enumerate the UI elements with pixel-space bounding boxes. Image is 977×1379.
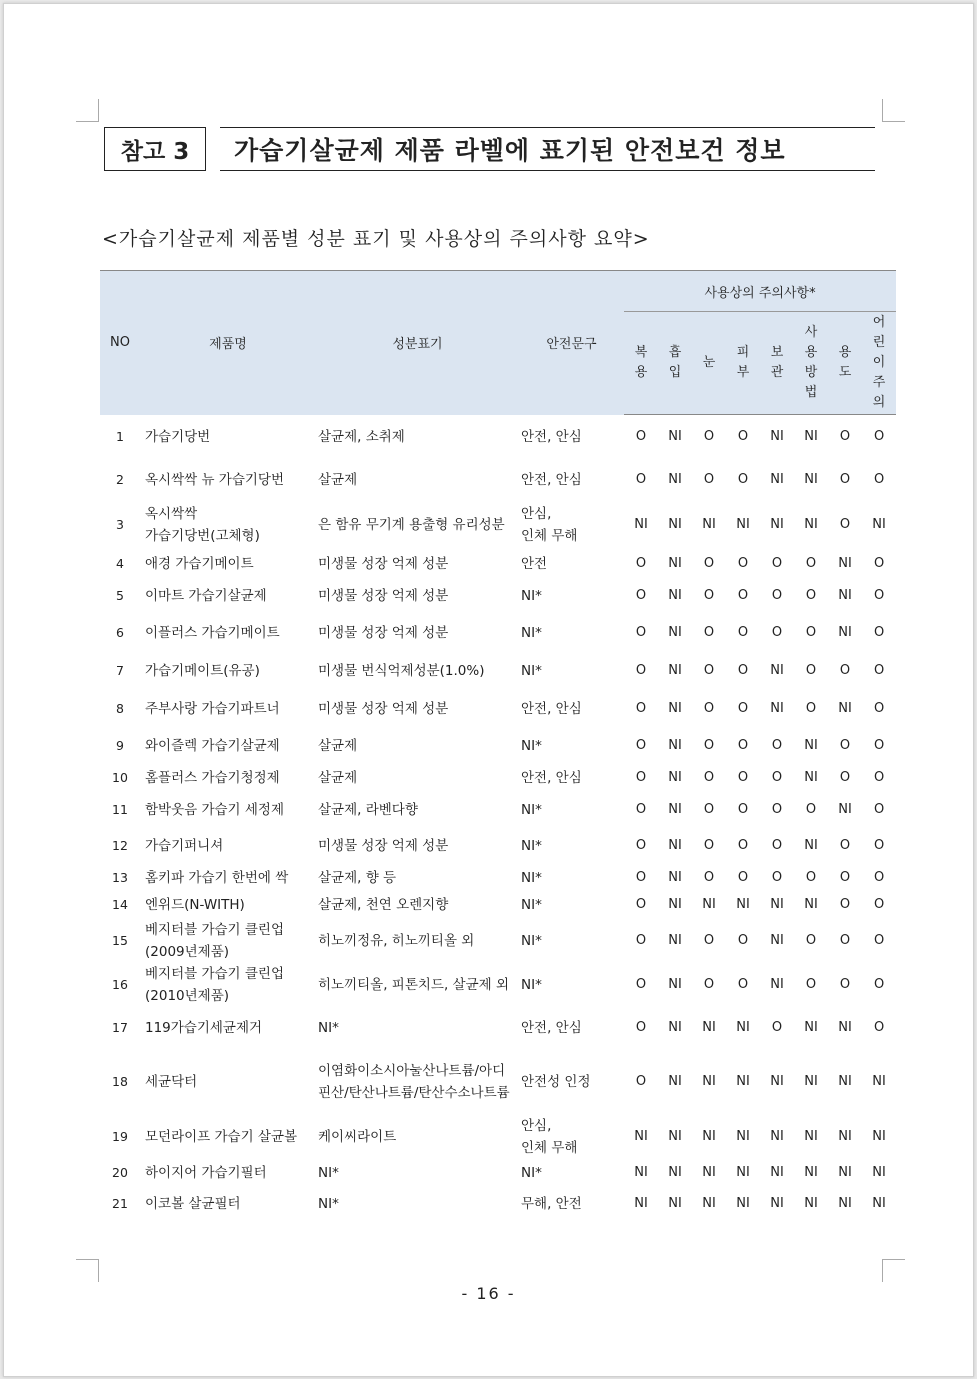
caution-mark-skin: O [737,700,749,716]
caution-mark-eye: NI [702,1164,716,1180]
ingredient-label: 살균제, 천연 오렌지향 [318,896,449,913]
product-name: 베지터블 가습기 클린업 (2009년제품) [145,921,284,960]
table-row [100,865,896,891]
caution-mark-skin: NI [736,1128,750,1144]
table-row [100,729,896,763]
header-caution-storage: 보 관 [760,312,794,415]
ingredient-label: 미생물 성장 억제 성분 [318,837,449,854]
crop-mark-bottom-left [76,1259,99,1282]
caution-mark-child: O [873,471,885,487]
product-name: 옥시싹싹 가습기당번(고체형) [145,505,260,544]
table-row [100,653,896,689]
caution-mark-use: NI [838,1073,852,1089]
safety-phrase: 안전, 안심 [521,471,582,488]
caution-mark-skin: O [737,837,749,853]
caution-mark-inhale: NI [668,932,682,948]
safety-phrase: 안전, 안심 [521,428,582,445]
caution-mark-skin: O [737,976,749,992]
table-row [100,793,896,827]
appendix-label: 참고 3 [104,127,206,171]
caution-mark-storage: NI [770,896,784,912]
caution-mark-storage: O [771,1019,783,1035]
caution-mark-use: O [839,737,851,753]
ingredient-label: 미생물 성장 억제 성분 [318,700,449,717]
ingredient-label: 미생물 번식억제성분(1.0%) [318,662,485,679]
caution-mark-storage: O [771,624,783,640]
caution-mark-inhale: NI [668,1128,682,1144]
caution-mark-child: O [873,555,885,571]
product-name: 이마트 가습기살균제 [145,587,267,604]
row-number: 3 [116,516,124,532]
caution-mark-inhale: NI [668,1195,682,1211]
crop-mark-bottom-right [882,1259,905,1282]
caution-mark-inhale: NI [668,516,682,532]
product-name: 가습기퍼니셔 [145,837,224,854]
caution-mark-inhale: NI [668,837,682,853]
caution-mark-storage: NI [770,662,784,678]
row-number: 13 [112,869,128,885]
row-number: 14 [112,896,128,912]
caution-mark-storage: O [771,801,783,817]
caution-mark-usage: NI [804,1195,818,1211]
caution-mark-skin: NI [736,1019,750,1035]
safety-phrase: NI* [521,976,542,993]
ingredient-label: 히노끼정유, 히노끼티올 외 [318,932,475,949]
caution-mark-swallow: O [635,869,647,885]
row-number: 18 [112,1073,128,1089]
caution-mark-inhale: NI [668,976,682,992]
caution-mark-swallow: O [635,801,647,817]
header-name: 제품명 [140,271,316,415]
caution-mark-storage: NI [770,428,784,444]
caution-mark-eye: O [703,976,715,992]
caution-mark-inhale: NI [668,896,682,912]
product-name: 이코볼 살균필터 [145,1195,241,1212]
caution-mark-usage: NI [804,737,818,753]
caution-mark-swallow: O [635,837,647,853]
product-name: 가습기당번 [145,428,211,445]
caution-mark-swallow: O [635,700,647,716]
row-number: 10 [112,769,128,785]
row-number: 5 [116,587,124,603]
caution-mark-use: NI [838,700,852,716]
caution-mark-skin: O [737,555,749,571]
caution-mark-eye: NI [702,896,716,912]
product-name: 홈키파 가습기 한번에 싹 [145,869,289,886]
safety-phrase: 안심, 인체 무해 [521,505,578,544]
caution-mark-inhale: NI [668,1073,682,1089]
product-name: 하이지어 가습기필터 [145,1164,267,1181]
caution-mark-eye: NI [702,1073,716,1089]
caution-mark-swallow: NI [634,516,648,532]
caution-mark-child: O [873,587,885,603]
header-ingredients: 성분표기 [316,271,519,415]
row-number: 9 [116,737,124,753]
caution-mark-skin: O [737,624,749,640]
caution-mark-swallow: O [635,976,647,992]
caution-mark-use: NI [838,1019,852,1035]
caution-mark-inhale: NI [668,1019,682,1035]
safety-phrase: 안전, 안심 [521,769,582,786]
caution-mark-skin: O [737,737,749,753]
caution-mark-use: NI [838,624,852,640]
table-row [100,549,896,579]
caution-mark-eye: O [703,428,715,444]
caution-mark-usage: NI [804,516,818,532]
caution-mark-use: O [839,932,851,948]
caution-mark-usage: O [805,587,817,603]
safety-phrase: NI* [521,587,542,604]
safety-phrase: NI* [521,662,542,679]
caution-mark-use: O [839,769,851,785]
row-number: 20 [112,1164,128,1180]
header-caution-skin: 피 부 [726,312,760,415]
product-name: 홈플러스 가습기청정제 [145,769,280,786]
ingredient-label: 은 함유 무기계 용출형 유리성분 [318,516,505,533]
caution-mark-use: O [839,837,851,853]
caution-mark-child: O [873,869,885,885]
product-name: 옥시싹싹 뉴 가습기당번 [145,471,284,488]
caution-mark-use: O [839,516,851,532]
caution-mark-skin: O [737,428,749,444]
safety-phrase: NI* [521,737,542,754]
caution-mark-eye: O [703,869,715,885]
row-number: 21 [112,1195,128,1211]
table-row [100,415,896,459]
product-name: 가습기메이트(유공) [145,662,260,679]
caution-mark-swallow: O [635,428,647,444]
ingredient-label: NI* [318,1195,339,1212]
row-number: 19 [112,1128,128,1144]
caution-mark-usage: NI [804,837,818,853]
caution-mark-child: NI [872,516,886,532]
caution-mark-usage: O [805,869,817,885]
caution-mark-child: O [873,624,885,640]
caution-mark-skin: O [737,932,749,948]
caution-mark-swallow: O [635,932,647,948]
caution-mark-storage: NI [770,932,784,948]
caution-mark-usage: O [805,700,817,716]
caution-mark-use: NI [838,801,852,817]
row-number: 11 [112,801,128,817]
caution-mark-swallow: O [635,555,647,571]
safety-phrase: 안전, 안심 [521,1019,582,1036]
row-number: 12 [112,837,128,853]
caution-mark-usage: NI [804,471,818,487]
caution-mark-inhale: NI [668,801,682,817]
safety-phrase: 안전성 인정 [521,1073,591,1090]
product-name: 와이즐렉 가습기살균제 [145,737,280,754]
header-caution-eye: 눈 [692,312,726,415]
caution-mark-child: O [873,976,885,992]
caution-mark-skin: O [737,869,749,885]
ingredient-label: NI* [318,1164,339,1181]
caution-mark-storage: NI [770,1195,784,1211]
caution-mark-eye: NI [702,1128,716,1144]
caution-mark-usage: NI [804,1128,818,1144]
caution-mark-swallow: O [635,587,647,603]
header-caution-inhale: 흡 입 [658,312,692,415]
ingredient-label: 살균제, 라벤다향 [318,801,418,818]
caution-mark-storage: NI [770,1073,784,1089]
document-page [3,3,974,1377]
caution-mark-inhale: NI [668,587,682,603]
caution-mark-inhale: NI [668,662,682,678]
caution-mark-skin: NI [736,516,750,532]
header-safety: 안전문구 [519,271,624,415]
caution-mark-inhale: NI [668,737,682,753]
row-number: 17 [112,1019,128,1035]
row-number: 7 [116,662,124,678]
page-title: 가습기살균제 제품 라벨에 표기된 안전보건 정보 [220,127,875,171]
ingredient-label: 살균제, 향 등 [318,869,397,886]
caution-mark-inhale: NI [668,700,682,716]
caution-mark-child: O [873,896,885,912]
caution-mark-eye: O [703,624,715,640]
caution-mark-eye: O [703,587,715,603]
table-row [100,459,896,501]
caution-mark-child: O [873,932,885,948]
product-name: 모던라이프 가습기 살균볼 [145,1128,298,1145]
table-row [100,1187,896,1221]
caution-mark-eye: O [703,837,715,853]
caution-mark-child: NI [872,1073,886,1089]
caution-mark-eye: NI [702,516,716,532]
caution-mark-child: O [873,662,885,678]
ingredient-label: 미생물 성장 억제 성분 [318,624,449,641]
caution-mark-child: O [873,837,885,853]
table-row [100,919,896,963]
caution-mark-eye: O [703,769,715,785]
caution-mark-usage: NI [804,1019,818,1035]
caution-mark-skin: O [737,587,749,603]
caution-mark-child: NI [872,1164,886,1180]
caution-mark-skin: NI [736,1164,750,1180]
product-name: 함박웃음 가습기 세정제 [145,801,284,818]
caution-mark-usage: O [805,555,817,571]
header-caution-use: 용 도 [828,312,862,415]
caution-mark-swallow: O [635,624,647,640]
caution-mark-child: NI [872,1128,886,1144]
caution-mark-inhale: NI [668,555,682,571]
safety-phrase: NI* [521,932,542,949]
caution-mark-use: NI [838,1164,852,1180]
ingredient-label: 살균제, 소취제 [318,428,405,445]
safety-phrase: NI* [521,624,542,641]
caution-mark-skin: O [737,662,749,678]
caution-mark-skin: O [737,769,749,785]
caution-mark-storage: O [771,837,783,853]
caution-mark-inhale: NI [668,1164,682,1180]
crop-mark-top-right [882,99,905,122]
caution-mark-eye: NI [702,1195,716,1211]
caution-mark-storage: NI [770,976,784,992]
page-number: - 16 - [461,1284,516,1303]
caution-mark-storage: NI [770,471,784,487]
caution-mark-use: O [839,471,851,487]
caution-mark-inhale: NI [668,471,682,487]
row-number: 6 [116,624,124,640]
caution-mark-usage: NI [804,769,818,785]
caution-mark-storage: O [771,869,783,885]
ingredient-label: 이염화이소시아눌산나트륨/아디핀산/탄산나트륨/탄산수소나트륨 [318,1062,510,1101]
safety-phrase: 안심, 인체 무해 [521,1117,578,1156]
table-row [100,613,896,653]
caution-mark-swallow: O [635,471,647,487]
caution-mark-eye: O [703,801,715,817]
caution-mark-use: O [839,976,851,992]
caution-mark-usage: O [805,801,817,817]
caution-mark-child: O [873,737,885,753]
caution-mark-skin: NI [736,1195,750,1211]
caution-mark-skin: O [737,801,749,817]
caution-mark-eye: O [703,471,715,487]
caution-mark-child: O [873,801,885,817]
caution-mark-usage: NI [804,1073,818,1089]
product-name: 이플러스 가습기메이트 [145,624,280,641]
table-row [100,1115,896,1159]
caution-mark-eye: O [703,662,715,678]
table-row [100,891,896,919]
caution-mark-use: O [839,662,851,678]
caution-mark-storage: O [771,769,783,785]
caution-mark-eye: O [703,700,715,716]
caution-mark-use: O [839,428,851,444]
caution-mark-swallow: NI [634,1128,648,1144]
ingredient-label: 미생물 성장 억제 성분 [318,555,449,572]
ingredient-label: 히노끼티올, 피톤치드, 살균제 외 [318,976,509,993]
safety-phrase: NI* [521,801,542,818]
caution-mark-inhale: NI [668,869,682,885]
safety-phrase: NI* [521,896,542,913]
product-name: 세균닥터 [145,1073,198,1090]
caution-mark-usage: NI [804,896,818,912]
safety-phrase: NI* [521,837,542,854]
table-row [100,827,896,865]
caution-mark-storage: O [771,555,783,571]
safety-phrase: 안전 [521,555,548,572]
product-name: 주부사랑 가습기파트너 [145,700,280,717]
table-row [100,689,896,729]
caution-mark-storage: NI [770,1128,784,1144]
safety-phrase: 무해, 안전 [521,1195,582,1212]
caution-mark-child: O [873,428,885,444]
crop-mark-top-left [76,99,99,122]
caution-mark-eye: O [703,932,715,948]
caution-mark-swallow: O [635,737,647,753]
caution-mark-usage: O [805,624,817,640]
caution-mark-swallow: O [635,769,647,785]
product-name: 엔위드(N-WITH) [145,896,245,913]
product-name: 애경 가습기메이트 [145,555,254,572]
ingredient-label: NI* [318,1019,339,1036]
ingredient-label: 미생물 성장 억제 성분 [318,587,449,604]
table-row [100,1159,896,1187]
product-name: 119가습기세균제거 [145,1019,263,1036]
caution-mark-swallow: O [635,1019,647,1035]
product-name: 베지터블 가습기 클린업 (2010년제품) [145,965,284,1004]
ingredient-label: 케이씨라이트 [318,1128,397,1145]
table-subtitle: <가습기살균제 제품별 성분 표기 및 사용상의 주의사항 요약> [102,228,650,250]
caution-mark-child: NI [872,1195,886,1211]
safety-phrase: NI* [521,1164,542,1181]
table-row [100,579,896,613]
caution-mark-storage: NI [770,516,784,532]
caution-mark-child: O [873,769,885,785]
caution-mark-child: O [873,700,885,716]
caution-mark-usage: NI [804,1164,818,1180]
header-caution-usage: 사 용 방 법 [794,312,828,415]
caution-mark-eye: O [703,737,715,753]
row-number: 2 [116,471,124,487]
table-row [100,1049,896,1115]
caution-mark-use: NI [838,1195,852,1211]
caution-mark-skin: O [737,471,749,487]
table-row [100,763,896,793]
caution-mark-eye: O [703,555,715,571]
caution-mark-skin: NI [736,1073,750,1089]
caution-mark-inhale: NI [668,624,682,640]
row-number: 1 [116,428,124,444]
caution-mark-usage: O [805,662,817,678]
header-caution-child: 어 린 이 주 의 [862,312,896,415]
caution-mark-use: NI [838,1128,852,1144]
ingredient-label: 살균제 [318,737,358,754]
caution-mark-swallow: O [635,662,647,678]
ingredient-label: 살균제 [318,471,358,488]
caution-mark-use: O [839,869,851,885]
row-number: 4 [116,555,124,571]
caution-mark-use: NI [838,587,852,603]
caution-mark-swallow: O [635,896,647,912]
ingredient-label: 살균제 [318,769,358,786]
safety-phrase: NI* [521,869,542,886]
caution-mark-storage: O [771,737,783,753]
caution-mark-usage: O [805,932,817,948]
caution-mark-skin: NI [736,896,750,912]
row-number: 8 [116,700,124,716]
caution-mark-storage: NI [770,700,784,716]
header-caution-swallow: 복 용 [624,312,658,415]
header-caution: 사용상의 주의사항* [624,271,896,312]
caution-mark-eye: NI [702,1019,716,1035]
caution-mark-inhale: NI [668,769,682,785]
caution-mark-storage: O [771,587,783,603]
row-number: 15 [112,932,128,948]
caution-mark-inhale: NI [668,428,682,444]
header-no: NO [100,271,140,415]
caution-mark-use: NI [838,555,852,571]
caution-mark-storage: NI [770,1164,784,1180]
caution-mark-child: O [873,1019,885,1035]
caution-mark-use: O [839,896,851,912]
row-number: 16 [112,976,128,992]
table-row [100,963,896,1007]
product-safety-table [100,270,896,1221]
caution-mark-usage: NI [804,428,818,444]
caution-mark-swallow: NI [634,1164,648,1180]
table-row [100,501,896,549]
table-row [100,1007,896,1049]
caution-mark-swallow: NI [634,1195,648,1211]
caution-mark-swallow: O [635,1073,647,1089]
caution-mark-usage: O [805,976,817,992]
safety-phrase: 안전, 안심 [521,700,582,717]
